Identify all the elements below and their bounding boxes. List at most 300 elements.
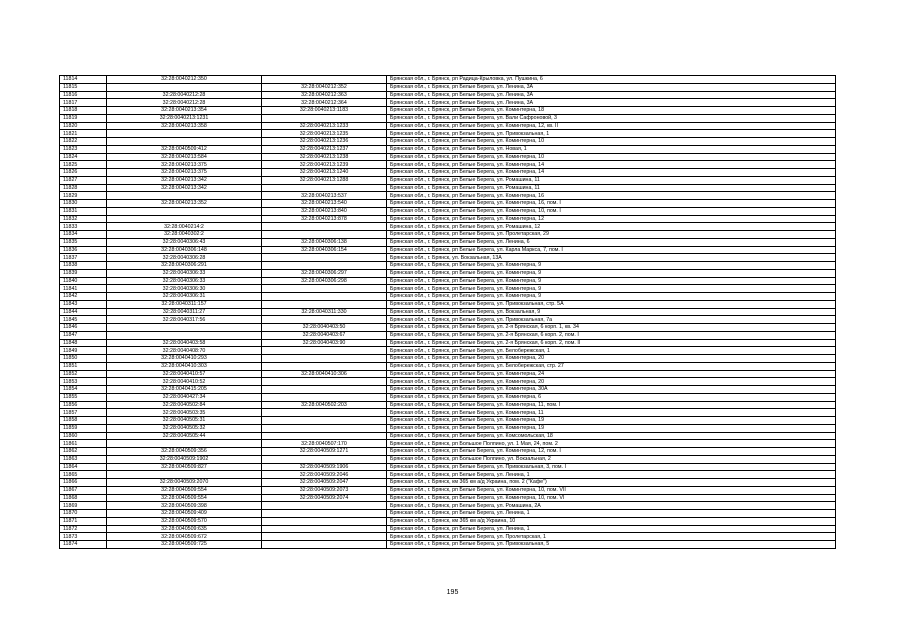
cadastral-number-cell: 32:28:0040509:635 — [107, 525, 262, 533]
cadastral-number-cell: 32:28:0040410:303 — [107, 362, 262, 370]
address-cell: Брянская обл., г. Брянск, рп Белые Берега, ул. Ленина, 3А — [387, 91, 836, 99]
table-row — [60, 138, 836, 146]
address-cell: Брянская обл., г. Брянск, рп Белые Берега, ул. Коминтерна, 9 — [387, 262, 836, 270]
cadastral-number-cell: 32:28:0040427:34 — [107, 393, 262, 401]
table-row — [60, 223, 836, 231]
cadastral-number-cell: 32:28:0040311:27 — [107, 308, 262, 316]
address-cell: Брянская обл., г. Брянск, км 365 км а/д Украина, пом. 2 ("Кафе") — [387, 479, 836, 487]
address-cell: Брянская обл., г. Брянск, рп Белые Берега, ул. Коминтерна, 11, пом. I — [387, 401, 836, 409]
table-row — [60, 393, 836, 401]
address-cell: Брянская обл., г. Брянск, рп Белые Берега, ул. Ромашина, 11 — [387, 184, 836, 192]
related-cadastral-number-cell — [262, 114, 387, 122]
row-number-cell: 11839 — [60, 269, 107, 277]
table-row — [60, 114, 836, 122]
row-number-cell: 11858 — [60, 417, 107, 425]
address-cell: Брянская обл., г. Брянск, рп Белые Берега, ул. Коминтерна, 9 — [387, 293, 836, 301]
row-number-cell: 11842 — [60, 293, 107, 301]
row-number-cell: 11844 — [60, 308, 107, 316]
table-row — [60, 293, 836, 301]
address-cell: Брянская обл., г. Брянск, рп Белые Берега, ул. Привокзальная, стр. 5А — [387, 300, 836, 308]
address-cell: Брянская обл., г. Брянск, рп Белые Берега, ул. Коминтерна, 10, пом. I — [387, 207, 836, 215]
table-row — [60, 448, 836, 456]
cadastral-number-cell — [107, 215, 262, 223]
cadastral-number-cell: 32:28:0040410:57 — [107, 370, 262, 378]
table-row — [60, 300, 836, 308]
row-number-cell: 11869 — [60, 502, 107, 510]
cadastral-number-cell: 32:28:0040214:2 — [107, 223, 262, 231]
address-cell: Брянская обл., г. Брянск, рп Белые Берега, ул. Коминтерна, 16, пом. I — [387, 200, 836, 208]
table-row — [60, 91, 836, 99]
row-number-cell: 11847 — [60, 331, 107, 339]
cadastral-number-cell: 32:28:0040505:32 — [107, 424, 262, 432]
table-row — [60, 533, 836, 541]
row-number-cell: 11829 — [60, 192, 107, 200]
related-cadastral-number-cell — [262, 533, 387, 541]
table-row — [60, 494, 836, 502]
row-number-cell: 11824 — [60, 153, 107, 161]
related-cadastral-number-cell: 32:28:0040306:138 — [262, 238, 387, 246]
related-cadastral-number-cell: 32:28:0040213:1183 — [262, 107, 387, 115]
address-cell: Брянская обл., г. Брянск, рп Белые Берега, ул. Новая, 1 — [387, 145, 836, 153]
address-cell: Брянская обл., г. Брянск, рп Белые Берега, ул. Вали Сафроновой, 3 — [387, 114, 836, 122]
address-cell: Брянская обл., г. Брянск, км 365 км а/д Украина, 10 — [387, 517, 836, 525]
row-number-cell: 11853 — [60, 378, 107, 386]
related-cadastral-number-cell — [262, 300, 387, 308]
address-cell: Брянская обл., г. Брянск, рп Белые Берега, ул. Ромашина, 11 — [387, 176, 836, 184]
cadastral-number-cell: 32:28:0040212:28 — [107, 99, 262, 107]
table-row — [60, 347, 836, 355]
address-cell: Брянская обл., г. Брянск, рп Белые Берега, ул. Коминтерна, 10 — [387, 153, 836, 161]
row-number-cell: 11837 — [60, 254, 107, 262]
address-cell: Брянская обл., г. Брянск, рп Белые Берега, ул. Белобережская, 1 — [387, 347, 836, 355]
table-row — [60, 517, 836, 525]
related-cadastral-number-cell: 32:28:0040306:154 — [262, 246, 387, 254]
related-cadastral-number-cell — [262, 393, 387, 401]
cadastral-number-cell: 32:28:0040509:398 — [107, 502, 262, 510]
table-row — [60, 324, 836, 332]
table-row — [60, 316, 836, 324]
table-row — [60, 107, 836, 115]
row-number-cell: 11860 — [60, 432, 107, 440]
cadastral-number-cell: 32:28:0040213:358 — [107, 122, 262, 130]
row-number-cell: 11838 — [60, 262, 107, 270]
table-row — [60, 525, 836, 533]
row-number-cell: 11835 — [60, 238, 107, 246]
related-cadastral-number-cell: 32:28:0040306:297 — [262, 269, 387, 277]
table-row — [60, 83, 836, 91]
cadastral-number-cell: 32:28:0040415:205 — [107, 386, 262, 394]
related-cadastral-number-cell: 32:28:0040213:1237 — [262, 145, 387, 153]
row-number-cell: 11863 — [60, 455, 107, 463]
cadastral-number-cell: 32:28:0040212:350 — [107, 76, 262, 84]
cadastral-number-cell: 32:28:0040306:148 — [107, 246, 262, 254]
row-number-cell: 11820 — [60, 122, 107, 130]
address-cell: Брянская обл., г. Брянск, рп Белые Берега, ул. 2-я Брянская, 6 корп. 1, кв. 34 — [387, 324, 836, 332]
row-number-cell: 11854 — [60, 386, 107, 394]
row-number-cell: 11826 — [60, 169, 107, 177]
address-cell: Брянская обл., г. Брянск, рп Белые Берега, ул. Ленина, 3А — [387, 99, 836, 107]
cadastral-number-cell: 32:28:0040212:28 — [107, 91, 262, 99]
cadastral-number-cell — [107, 130, 262, 138]
row-number-cell: 11861 — [60, 440, 107, 448]
row-number-cell: 11866 — [60, 479, 107, 487]
table-row — [60, 401, 836, 409]
cadastral-number-cell: 32:28:0040408:70 — [107, 347, 262, 355]
related-cadastral-number-cell — [262, 517, 387, 525]
related-cadastral-number-cell: 32:28:0040410:306 — [262, 370, 387, 378]
address-cell: Брянская обл., г. Брянск, рп Белые Берега, ул. Коминтерна, 12, кв. II — [387, 122, 836, 130]
related-cadastral-number-cell — [262, 525, 387, 533]
related-cadastral-number-cell: 32:28:0040212:364 — [262, 99, 387, 107]
related-cadastral-number-cell: 32:28:0040509:2073 — [262, 486, 387, 494]
related-cadastral-number-cell: 32:28:0040509:2047 — [262, 479, 387, 487]
related-cadastral-number-cell: 32:28:0040306:298 — [262, 277, 387, 285]
address-cell: Брянская обл., г. Брянск, рп Белые Берега, ул. Коминтерна, 18 — [387, 107, 836, 115]
table-row — [60, 161, 836, 169]
address-cell: Брянская обл., г. Брянск, рп Белые Берега, ул. Коминтерна, 9 — [387, 277, 836, 285]
cadastral-number-cell: 32:28:0040509:725 — [107, 541, 262, 549]
cadastral-number-cell: 32:28:0040509:412 — [107, 145, 262, 153]
row-number-cell: 11856 — [60, 401, 107, 409]
row-number-cell: 11870 — [60, 510, 107, 518]
cadastral-number-cell — [107, 440, 262, 448]
related-cadastral-number-cell — [262, 355, 387, 363]
table-row — [60, 122, 836, 130]
cadastral-number-cell — [107, 192, 262, 200]
cadastral-number-cell: 32:28:0040306:33 — [107, 269, 262, 277]
table-row — [60, 308, 836, 316]
row-number-cell: 11845 — [60, 316, 107, 324]
row-number-cell: 11865 — [60, 471, 107, 479]
row-number-cell: 11834 — [60, 231, 107, 239]
cadastral-number-cell: 32:28:0040306:33 — [107, 277, 262, 285]
table-row — [60, 184, 836, 192]
address-cell: Брянская обл., г. Брянск, рп Белые Берега, ул. Коминтерна, 10 — [387, 138, 836, 146]
address-cell: Брянская обл., г. Брянск, рп Белые Берега, ул. Пролетарская, 1 — [387, 533, 836, 541]
row-number-cell: 11832 — [60, 215, 107, 223]
address-cell: Брянская обл., г. Брянск, рп Большое Полпино, ул. Вокзальная, 2 — [387, 455, 836, 463]
row-number-cell: 11850 — [60, 355, 107, 363]
related-cadastral-number-cell: 32:28:0040509:2046 — [262, 471, 387, 479]
cadastral-number-cell: 32:28:0040509:409 — [107, 510, 262, 518]
related-cadastral-number-cell: 32:28:0040213:1239 — [262, 161, 387, 169]
cadastral-number-cell: 32:28:0040302:2 — [107, 231, 262, 239]
cadastral-number-cell: 32:28:0040306:30 — [107, 285, 262, 293]
row-number-cell: 11864 — [60, 463, 107, 471]
table-row — [60, 215, 836, 223]
row-number-cell: 11855 — [60, 393, 107, 401]
row-number-cell: 11871 — [60, 517, 107, 525]
row-number-cell: 11825 — [60, 161, 107, 169]
address-cell: Брянская обл., г. Брянск, рп Белые Берега, ул. Коминтерна, 9 — [387, 285, 836, 293]
cadastral-number-cell: 32:28:0040509:672 — [107, 533, 262, 541]
address-cell: Брянская обл., г. Брянск, рп Белые Берега, ул. Коминтерна, 12 — [387, 215, 836, 223]
address-cell: Брянская обл., г. Брянск, рп Белые Берега, ул. Коминтерна, 19 — [387, 417, 836, 425]
table-row — [60, 254, 836, 262]
related-cadastral-number-cell: 32:28:0040311:330 — [262, 308, 387, 316]
table-row — [60, 145, 836, 153]
table-row — [60, 99, 836, 107]
table-row — [60, 339, 836, 347]
address-cell: Брянская обл., г. Брянск, рп Белые Берега, ул. 2-я Брянская, 6 корп. 2, пом. I — [387, 331, 836, 339]
cadastral-number-cell: 32:28:0040503:35 — [107, 409, 262, 417]
related-cadastral-number-cell: 32:28:0040403:67 — [262, 331, 387, 339]
related-cadastral-number-cell: 32:28:0040507:170 — [262, 440, 387, 448]
address-cell: Брянская обл., г. Брянск, рп Белые Берега, ул. Коминтерна, 6 — [387, 393, 836, 401]
cadastral-number-cell: 32:28:0040509:554 — [107, 486, 262, 494]
table-row — [60, 386, 836, 394]
row-number-cell: 11814 — [60, 76, 107, 84]
cadastral-number-cell — [107, 471, 262, 479]
table-row — [60, 130, 836, 138]
row-number-cell: 11859 — [60, 424, 107, 432]
related-cadastral-number-cell: 32:28:0040213:1236 — [262, 138, 387, 146]
related-cadastral-number-cell — [262, 293, 387, 301]
cadastral-number-cell: 32:28:0040505:44 — [107, 432, 262, 440]
related-cadastral-number-cell — [262, 285, 387, 293]
cadastral-number-cell — [107, 207, 262, 215]
cadastral-number-cell: 32:28:0040509:356 — [107, 448, 262, 456]
row-number-cell: 11868 — [60, 494, 107, 502]
cadastral-number-cell: 32:28:0040213:375 — [107, 169, 262, 177]
row-number-cell: 11874 — [60, 541, 107, 549]
row-number-cell: 11843 — [60, 300, 107, 308]
cadastral-number-cell: 32:28:0040306:291 — [107, 262, 262, 270]
cadastral-number-cell: 32:28:0040306:43 — [107, 238, 262, 246]
related-cadastral-number-cell: 32:28:0040213:878 — [262, 215, 387, 223]
related-cadastral-number-cell — [262, 347, 387, 355]
related-cadastral-number-cell — [262, 254, 387, 262]
table-row — [60, 510, 836, 518]
cadastral-number-cell: 32:28:0040213:342 — [107, 184, 262, 192]
address-cell: Брянская обл., г. Брянск, рп Белые Берега, ул. 2-я Брянская, 6 корп. 2, пом. II — [387, 339, 836, 347]
related-cadastral-number-cell — [262, 386, 387, 394]
related-cadastral-number-cell: 32:28:0040213:537 — [262, 192, 387, 200]
address-cell: Брянская обл., г. Брянск, рп Белые Берега, ул. Коминтерна, 20 — [387, 355, 836, 363]
table-row — [60, 424, 836, 432]
address-cell: Брянская обл., г. Брянск, рп Белые Берега, ул. Ромашина, 2А — [387, 502, 836, 510]
related-cadastral-number-cell — [262, 223, 387, 231]
row-number-cell: 11873 — [60, 533, 107, 541]
row-number-cell: 11852 — [60, 370, 107, 378]
table-row — [60, 355, 836, 363]
table-row — [60, 432, 836, 440]
address-cell: Брянская обл., г. Брянск, рп Белые Берега, ул. Ленина, 1 — [387, 471, 836, 479]
related-cadastral-number-cell: 32:28:0040213:1233 — [262, 122, 387, 130]
table-row — [60, 479, 836, 487]
row-number-cell: 11833 — [60, 223, 107, 231]
table-row — [60, 169, 836, 177]
cadastral-number-cell: 32:28:0040509:827 — [107, 463, 262, 471]
table-row — [60, 362, 836, 370]
address-cell: Брянская обл., г. Брянск, рп Белые Берега, ул. Ромашина, 12 — [387, 223, 836, 231]
table-row — [60, 331, 836, 339]
row-number-cell: 11818 — [60, 107, 107, 115]
table-row — [60, 200, 836, 208]
row-number-cell: 11867 — [60, 486, 107, 494]
cadastral-number-cell: 32:28:0040509:554 — [107, 494, 262, 502]
row-number-cell: 11841 — [60, 285, 107, 293]
cadastral-number-cell — [107, 331, 262, 339]
row-number-cell: 11830 — [60, 200, 107, 208]
table-row — [60, 409, 836, 417]
cadastral-number-cell: 32:28:0040213:354 — [107, 107, 262, 115]
cadastral-number-cell — [107, 138, 262, 146]
cadastral-number-cell: 32:28:0040306:31 — [107, 293, 262, 301]
address-cell: Брянская обл., г. Брянск, рп Белые Берега, ул. Привокзальная, 1 — [387, 130, 836, 138]
address-cell: Брянская обл., г. Брянск, рп Белые Берега, ул. Коминтерна, 20 — [387, 378, 836, 386]
address-cell: Брянская обл., г. Брянск, рп Белые Берега, ул. Коминтерна, 30А — [387, 386, 836, 394]
address-cell: Брянская обл., г. Брянск, рп Большое Полпино, ул. 1 Мая, 24, пом. 2 — [387, 440, 836, 448]
cadastral-number-cell: 32:28:0040502:84 — [107, 401, 262, 409]
table-row — [60, 246, 836, 254]
address-cell: Брянская обл., г. Брянск, рп Белые Берега, ул. Вокзальная, 9 — [387, 308, 836, 316]
related-cadastral-number-cell — [262, 424, 387, 432]
address-cell: Брянская обл., г. Брянск, рп Белые Берега, ул. Коминтерна, 14 — [387, 161, 836, 169]
table-row — [60, 285, 836, 293]
table-row — [60, 486, 836, 494]
table-row — [60, 231, 836, 239]
table-row — [60, 238, 836, 246]
table-row — [60, 277, 836, 285]
table-row — [60, 192, 836, 200]
table-row — [60, 463, 836, 471]
row-number-cell: 11817 — [60, 99, 107, 107]
related-cadastral-number-cell: 32:28:0040403:90 — [262, 339, 387, 347]
page-number: 195 — [446, 589, 459, 596]
related-cadastral-number-cell — [262, 316, 387, 324]
cadastral-number-cell: 32:28:0040509:1902 — [107, 455, 262, 463]
related-cadastral-number-cell: 32:28:0040213:840 — [262, 207, 387, 215]
table-row — [60, 262, 836, 270]
related-cadastral-number-cell: 32:28:0040212:363 — [262, 91, 387, 99]
row-number-cell: 11823 — [60, 145, 107, 153]
cadastral-number-cell: 32:28:0040505:31 — [107, 417, 262, 425]
row-number-cell: 11819 — [60, 114, 107, 122]
register-table-body — [60, 76, 836, 549]
address-cell: Брянская обл., г. Брянск, рп Белые Берега, ул. Белобережская, стр. 27 — [387, 362, 836, 370]
related-cadastral-number-cell: 32:28:0040213:1288 — [262, 176, 387, 184]
cadastral-number-cell: 32:28:0040509:2070 — [107, 479, 262, 487]
cadastral-number-cell: 32:28:0040213:1231 — [107, 114, 262, 122]
table-row — [60, 269, 836, 277]
cadastral-number-cell: 32:28:0040306:28 — [107, 254, 262, 262]
address-cell: Брянская обл., г. Брянск, рп Белые Берега, ул. Коминтерна, 9 — [387, 269, 836, 277]
related-cadastral-number-cell: 32:28:0040403:50 — [262, 324, 387, 332]
cadastral-number-cell: 32:28:0040509:570 — [107, 517, 262, 525]
address-cell: Брянская обл., г. Брянск, рп Белые Берега, ул. Коминтерна, 19 — [387, 424, 836, 432]
related-cadastral-number-cell — [262, 231, 387, 239]
table-row — [60, 455, 836, 463]
related-cadastral-number-cell — [262, 184, 387, 192]
related-cadastral-number-cell — [262, 455, 387, 463]
address-cell: Брянская обл., г. Брянск, рп Белые Берега, ул. Карла Маркса, 7, пом. I — [387, 246, 836, 254]
row-number-cell: 11848 — [60, 339, 107, 347]
address-cell: Брянская обл., г. Брянск, рп Белые Берега, ул. Пролетарская, 29 — [387, 231, 836, 239]
related-cadastral-number-cell: 32:28:0040212:352 — [262, 83, 387, 91]
cadastral-number-cell: 32:28:0040410:293 — [107, 355, 262, 363]
cadastral-number-cell: 32:28:0040213:584 — [107, 153, 262, 161]
related-cadastral-number-cell: 32:28:0040213:1238 — [262, 153, 387, 161]
address-cell: Брянская обл., г. Брянск, рп Радица-Крыловка, ул. Пушкина, 6 — [387, 76, 836, 84]
related-cadastral-number-cell: 32:28:0040502:203 — [262, 401, 387, 409]
table-row — [60, 471, 836, 479]
row-number-cell: 11857 — [60, 409, 107, 417]
row-number-cell: 11831 — [60, 207, 107, 215]
cadastral-number-cell — [107, 83, 262, 91]
cadastral-number-cell: 32:28:0040213:342 — [107, 176, 262, 184]
table-row — [60, 176, 836, 184]
table-row — [60, 76, 836, 84]
row-number-cell: 11862 — [60, 448, 107, 456]
row-number-cell: 11851 — [60, 362, 107, 370]
related-cadastral-number-cell — [262, 510, 387, 518]
row-number-cell: 11840 — [60, 277, 107, 285]
row-number-cell: 11822 — [60, 138, 107, 146]
address-cell: Брянская обл., г. Брянск, рп Белые Берега, ул. Ленина, 6 — [387, 238, 836, 246]
cadastral-number-cell — [107, 324, 262, 332]
related-cadastral-number-cell — [262, 262, 387, 270]
table-row — [60, 417, 836, 425]
related-cadastral-number-cell: 32:28:0040213:1235 — [262, 130, 387, 138]
related-cadastral-number-cell — [262, 409, 387, 417]
row-number-cell: 11827 — [60, 176, 107, 184]
address-cell: Брянская обл., г. Брянск, рп Белые Берега, ул. Коминтерна, 12, пом. I — [387, 448, 836, 456]
table-row — [60, 370, 836, 378]
table-row — [60, 378, 836, 386]
related-cadastral-number-cell — [262, 417, 387, 425]
cadastral-number-cell: 32:28:0040311:157 — [107, 300, 262, 308]
table-row — [60, 541, 836, 549]
address-cell: Брянская обл., г. Брянск, рп Белые Берега, ул. Комсомольская, 18 — [387, 432, 836, 440]
address-cell: Брянская обл., г. Брянск, рп Белые Берега, ул. Ленина, 1 — [387, 525, 836, 533]
table-row — [60, 207, 836, 215]
table-row — [60, 440, 836, 448]
cadastral-number-cell: 32:28:0040213:375 — [107, 161, 262, 169]
table-row — [60, 153, 836, 161]
related-cadastral-number-cell: 32:28:0040213:1240 — [262, 169, 387, 177]
row-number-cell: 11846 — [60, 324, 107, 332]
related-cadastral-number-cell — [262, 502, 387, 510]
address-cell: Брянская обл., г. Брянск, рп Белые Берега, ул. Ленина, 3А — [387, 83, 836, 91]
address-cell: Брянская обл., г. Брянск, рп Белые Берега, ул. Коминтерна, 24 — [387, 370, 836, 378]
row-number-cell: 11849 — [60, 347, 107, 355]
cadastral-number-cell: 32:28:0040213:352 — [107, 200, 262, 208]
row-number-cell: 11816 — [60, 91, 107, 99]
related-cadastral-number-cell: 32:28:0040509:1906 — [262, 463, 387, 471]
address-cell: Брянская обл., г. Брянск, рп Белые Берега, ул. Коминтерна, 10, пом. VII — [387, 486, 836, 494]
related-cadastral-number-cell — [262, 362, 387, 370]
address-cell: Брянская обл., г. Брянск, рп Белые Берега, ул. Коминтерна, 10, пом. VI — [387, 494, 836, 502]
address-cell: Брянская обл., г. Брянск, рп Белые Берега, ул. Ленина, 1 — [387, 510, 836, 518]
address-cell: Брянская обл., г. Брянск, рп Белые Берега, ул. Привокзальная, 3, пом. I — [387, 463, 836, 471]
address-cell: Брянская обл., г. Брянск, рп Белые Берега, ул. Привокзальная, 5 — [387, 541, 836, 549]
related-cadastral-number-cell: 32:28:0040213:540 — [262, 200, 387, 208]
related-cadastral-number-cell — [262, 541, 387, 549]
address-cell: Брянская обл., г. Брянск, рп Белые Берега, ул. Коминтерна, 16 — [387, 192, 836, 200]
related-cadastral-number-cell: 32:28:0040509:2074 — [262, 494, 387, 502]
address-cell: Брянская обл., г. Брянск, ул. Вокзальная, 13А — [387, 254, 836, 262]
row-number-cell: 11828 — [60, 184, 107, 192]
address-cell: Брянская обл., г. Брянск, рп Белые Берега, ул. Привокзальная, 7а — [387, 316, 836, 324]
related-cadastral-number-cell — [262, 378, 387, 386]
row-number-cell: 11815 — [60, 83, 107, 91]
register-table — [59, 75, 836, 549]
cadastral-number-cell: 32:28:0040317:56 — [107, 316, 262, 324]
row-number-cell: 11821 — [60, 130, 107, 138]
related-cadastral-number-cell — [262, 432, 387, 440]
address-cell: Брянская обл., г. Брянск, рп Белые Берега, ул. Коминтерна, 11 — [387, 409, 836, 417]
